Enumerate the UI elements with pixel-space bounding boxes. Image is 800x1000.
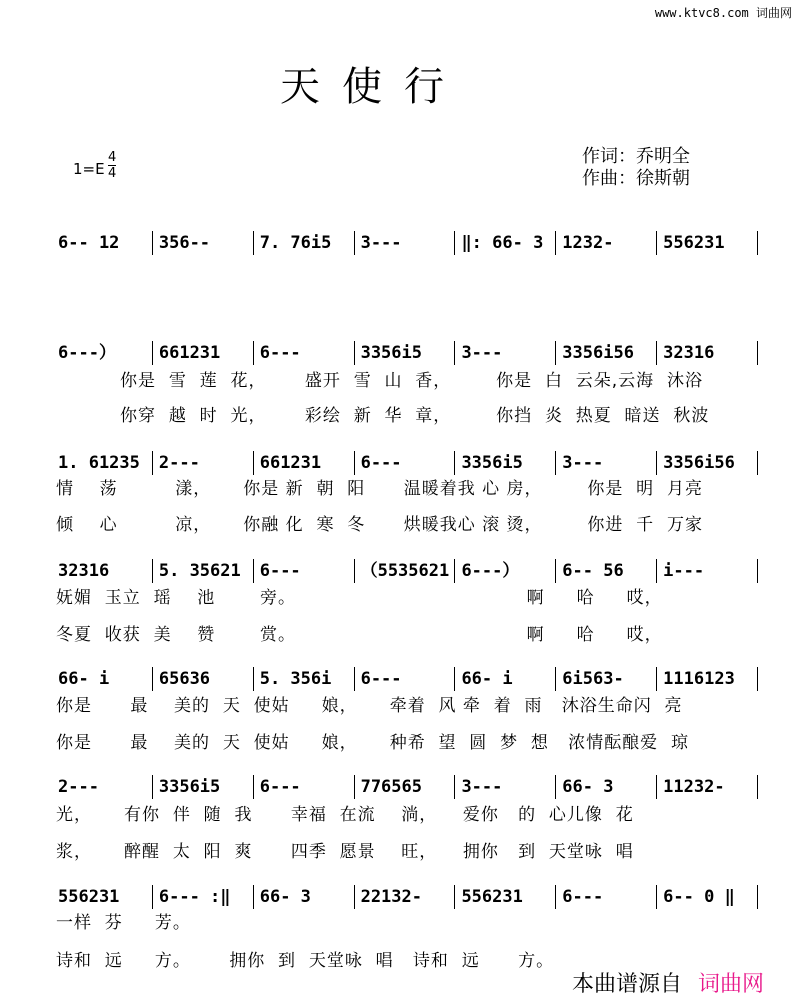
measure: 661231 bbox=[254, 451, 355, 475]
measure: 6-- 0 ‖ bbox=[657, 885, 758, 909]
measure: 3356i5 bbox=[153, 775, 254, 799]
time-top: 4 bbox=[108, 150, 117, 165]
measure: 6--- bbox=[254, 559, 355, 583]
measure: ‖: 66- 3 bbox=[455, 231, 556, 255]
measure: 6--- bbox=[556, 885, 657, 909]
lyric-line: 你是 最 美的 天 使姑 娘， 种希 望 圆 梦 想 浓情酝酿爱 琼 bbox=[56, 733, 689, 753]
measure: 66- 3 bbox=[254, 885, 355, 909]
measure: 6--- :‖ bbox=[153, 885, 254, 909]
measure: 661231 bbox=[153, 341, 254, 365]
measure: 6-- 56 bbox=[556, 559, 657, 583]
lyric-line: 你穿 越 时 光， 彩绘 新 华 章， 你挡 炎 热夏 暗送 秋波 bbox=[56, 406, 710, 426]
measure: 11232- bbox=[657, 775, 758, 799]
measure: 6-- 12 bbox=[58, 231, 153, 255]
measure: 3356i56 bbox=[556, 341, 657, 365]
lyricist: 作词：乔明全 bbox=[582, 146, 690, 167]
lyric-line: 倾 心 凉， 你融 化 寒 冬 烘暖我心 滚 烫， 你进 千 万家 bbox=[56, 515, 703, 535]
measure: 3356i5 bbox=[455, 451, 556, 475]
lyric-line: 妩媚 玉立 瑶 池 旁。 啊 哈 哎， bbox=[56, 588, 663, 608]
notation-line bbox=[58, 338, 758, 368]
measure: 6--- bbox=[254, 775, 355, 799]
lyric-line: 诗和 远 方。 拥你 到 天堂咏 唱 诗和 远 方。 bbox=[56, 951, 555, 971]
lyric-line: 你是 最 美的 天 使姑 娘， 牵着 风 牵 着 雨 沐浴生命闪 亮 bbox=[56, 696, 683, 716]
footer-brand[interactable]: 词曲网 bbox=[698, 972, 765, 997]
measure: 1116123 bbox=[657, 667, 758, 691]
measure: 556231 bbox=[58, 885, 153, 909]
measure: 5. 356i bbox=[254, 667, 355, 691]
measure: 22132- bbox=[355, 885, 456, 909]
measure: 1232- bbox=[556, 231, 657, 255]
lyric-line: 情 荡 漾， 你是 新 朝 阳 温暖着我 心 房， 你是 明 月亮 bbox=[56, 479, 703, 499]
credits bbox=[582, 146, 690, 190]
measure: 1. 61235 bbox=[58, 451, 153, 475]
measure: 6--- bbox=[355, 451, 456, 475]
lyric-line: 一样 芬 芳。 bbox=[56, 913, 191, 933]
lyric-line: 你是 雪 莲 花， 盛开 雪 山 香， 你是 白 云朵,云海 沐浴 bbox=[56, 371, 703, 391]
measure: 66- 3 bbox=[556, 775, 657, 799]
source-footer bbox=[572, 967, 764, 998]
measure: 6i563- bbox=[556, 667, 657, 691]
time-bottom: 4 bbox=[108, 166, 117, 181]
measure: 7. 76i5 bbox=[254, 231, 355, 255]
song-title: 天使行 bbox=[280, 64, 466, 110]
measure: 65636 bbox=[153, 667, 254, 691]
measure: 66- i bbox=[58, 667, 153, 691]
measure: 6--- bbox=[355, 667, 456, 691]
key-signature: 1=E bbox=[73, 160, 105, 178]
measure: 3--- bbox=[355, 231, 456, 255]
measure: i--- bbox=[657, 559, 758, 583]
notation-line bbox=[58, 664, 758, 694]
measure: 3356i56 bbox=[657, 451, 758, 475]
measure: 5. 35621 bbox=[153, 559, 254, 583]
measure: 6---） bbox=[455, 559, 556, 583]
lyric-line: 冬夏 收获 美 赞 赏。 啊 哈 哎， bbox=[56, 625, 663, 645]
measure: 556231 bbox=[657, 231, 758, 255]
measure: 2--- bbox=[58, 775, 153, 799]
measure: 3--- bbox=[455, 775, 556, 799]
time-signature bbox=[108, 150, 116, 181]
measure: 6---） bbox=[58, 341, 153, 365]
measure: 66- i bbox=[455, 667, 556, 691]
site-url[interactable]: www.ktvc8.com 词曲网 bbox=[654, 6, 792, 20]
measure: 776565 bbox=[355, 775, 456, 799]
measure: 3356i5 bbox=[355, 341, 456, 365]
composer: 作曲：徐斯朝 bbox=[582, 168, 690, 189]
measure: 2--- bbox=[153, 451, 254, 475]
footer-text: 本曲谱源自 bbox=[572, 972, 683, 997]
notation-line bbox=[58, 556, 758, 586]
measure: 6--- bbox=[254, 341, 355, 365]
lyric-line: 浆， 醉醒 太 阳 爽 四季 愿景 旺， 拥你 到 天堂咏 唱 bbox=[56, 842, 634, 862]
measure: 356-- bbox=[153, 231, 254, 255]
measure: （5535621 bbox=[355, 559, 456, 583]
measure: 3--- bbox=[556, 451, 657, 475]
measure: 32316 bbox=[657, 341, 758, 365]
measure: 32316 bbox=[58, 559, 153, 583]
notation-line bbox=[58, 772, 758, 802]
measure: 556231 bbox=[455, 885, 556, 909]
measure: 3--- bbox=[455, 341, 556, 365]
lyric-line: 光， 有你 伴 随 我 幸福 在流 淌， 爱你 的 心儿像 花 bbox=[56, 805, 634, 825]
notation-line bbox=[58, 228, 758, 258]
